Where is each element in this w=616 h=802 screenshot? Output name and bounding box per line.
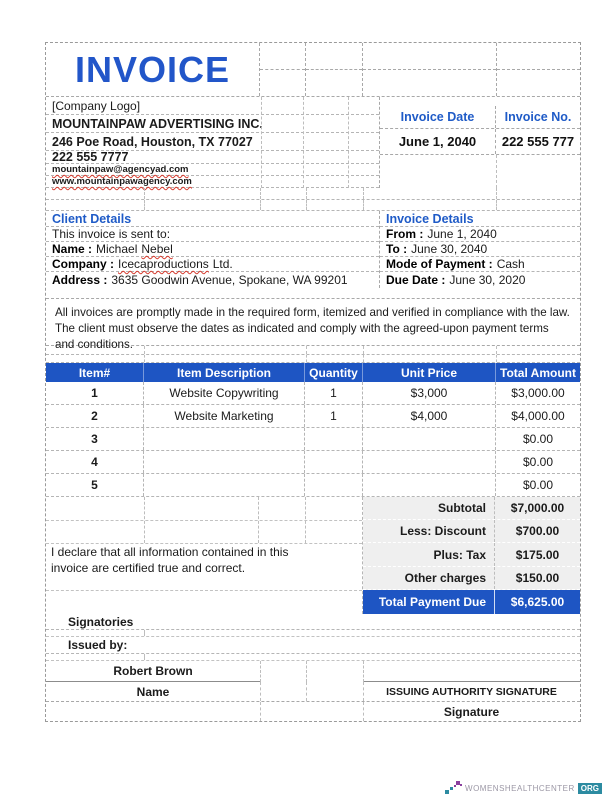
company-phone: 222 555 7777 (46, 151, 379, 164)
grid-spacer (380, 155, 580, 188)
grid-gap (46, 288, 580, 299)
sparkle-dots-icon (445, 781, 462, 795)
grid-spacer (306, 43, 363, 96)
other-charges-label: Other charges (363, 567, 495, 589)
invoice-no-header-cell: Invoice No. (504, 110, 572, 124)
footer-brand-chip: ORG (578, 783, 602, 794)
invoice-due-row: Due Date : June 30, 2020 (386, 273, 526, 287)
grid-spacer (497, 43, 580, 96)
issuer-name-row (46, 661, 580, 682)
cell-unit-price: $4,000 (363, 405, 496, 427)
company-info (46, 97, 380, 188)
notice-paragraph: All invoices are promptly made in the required form, itemized and verified in compliance with the law. The client must observe the dates as indicated and comply with the agreed-upon payment terms and conditions. (46, 299, 580, 346)
grid-spacer (260, 702, 363, 721)
cell-total: $0.00 (522, 455, 554, 469)
tax-value: $175.00 (515, 547, 560, 562)
cell-unit-price (363, 474, 496, 496)
company-band (46, 97, 580, 188)
items-table-header (46, 363, 580, 382)
total-payment-due-value: $6,625.00 (510, 595, 565, 609)
authority-caption: ISSUING AUTHORITY SIGNATURE (386, 685, 557, 698)
grid-gap (46, 630, 580, 637)
page-title: INVOICE (74, 48, 231, 90)
grid-line (261, 97, 262, 188)
issuer-name: Robert Brown (46, 661, 260, 682)
column-header-quantity: Quantity (305, 363, 363, 382)
company-address: 246 Poe Road, Houston, TX 77027 (46, 133, 379, 151)
company-email: mountainpaw@agencyad.com (46, 164, 379, 176)
grid-gap (46, 188, 580, 211)
subtotal-value: $7,000.00 (510, 501, 565, 515)
cell-unit-price: $3,000 (363, 382, 496, 404)
table-row (46, 474, 580, 497)
cell-qty: 1 (305, 405, 363, 427)
cell-num: 2 (46, 405, 144, 427)
grid-line (496, 155, 497, 188)
total-payment-due-row (363, 590, 580, 614)
tax-row (363, 543, 580, 567)
issued-by-label: Issued by: (46, 637, 580, 654)
invoice-date-value: June 1, 2040 (380, 129, 496, 154)
grid-line (303, 97, 304, 188)
grid-line (46, 520, 362, 521)
footer-logo (445, 781, 602, 795)
details-band (46, 211, 580, 288)
grid-line (46, 590, 362, 591)
invoice-sheet (45, 42, 581, 722)
grid-spacer (260, 661, 363, 682)
header-band (46, 43, 580, 97)
items-rows (46, 382, 580, 497)
cell-total: $4,000.00 (511, 409, 565, 423)
other-charges-row (363, 567, 580, 590)
subtotal-row (363, 497, 580, 520)
cell-description (144, 428, 305, 450)
cell-qty (305, 451, 363, 473)
cell-unit-price (363, 428, 496, 450)
invoice-payment-row: Mode of Payment : Cash (380, 257, 580, 272)
table-row (46, 451, 580, 474)
signature-caption-row (46, 702, 580, 721)
company-website: www.mountainpawagency.com (46, 176, 379, 188)
grid-gap (46, 654, 580, 661)
footer-brand-text: WOMENSHEALTHCENTER (465, 783, 575, 793)
invoice-details-heading: Invoice Details (380, 211, 580, 227)
column-header-unit-price: Unit Price (363, 363, 496, 382)
cell-qty (305, 428, 363, 450)
cell-description: Website Marketing (144, 405, 305, 427)
totals-band (46, 497, 580, 614)
client-intro: This invoice is sent to: (46, 227, 379, 242)
signature-caption: Signature (443, 704, 500, 719)
totals-right-area (363, 497, 580, 614)
grid-spacer (363, 43, 497, 96)
cell-description (144, 474, 305, 496)
totals-left-area (46, 497, 363, 614)
grid-line (348, 97, 349, 188)
invoice-to-row: To : June 30, 2040 (380, 242, 580, 257)
client-details (46, 211, 380, 288)
discount-label: Less: Discount (363, 520, 495, 542)
total-payment-due-label: Total Payment Due (363, 590, 495, 614)
discount-value: $700.00 (515, 524, 560, 538)
cell-total: $0.00 (522, 478, 554, 492)
table-row (46, 405, 580, 428)
cell-num: 1 (46, 382, 144, 404)
cell-total: $3,000.00 (511, 386, 565, 400)
invoice-details (380, 211, 580, 288)
invoice-from-row: From : June 1, 2040 (380, 227, 580, 242)
invoice-date-header-cell: Invoice Date (380, 106, 496, 128)
grid-spacer (46, 702, 260, 721)
invoice-meta (380, 97, 580, 188)
discount-row (363, 520, 580, 543)
grid-gap (46, 346, 580, 363)
company-logo-placeholder: [Company Logo] (46, 97, 379, 115)
grid-spacer (260, 682, 363, 701)
cell-num: 5 (46, 474, 144, 496)
cell-description: Website Copywriting (144, 382, 305, 404)
invoice-meta-header (380, 106, 580, 129)
column-header-item: Item# (46, 363, 144, 382)
column-header-description: Item Description (144, 363, 305, 382)
authority-signature-line (363, 661, 580, 682)
client-company-row: Company : Icecaproductions Ltd. (46, 257, 379, 272)
table-row (46, 382, 580, 405)
cell-num: 4 (46, 451, 144, 473)
cell-total: $0.00 (522, 432, 554, 446)
signature-captions-row (46, 682, 580, 702)
client-name-row: Name : Michael Nebel (46, 242, 379, 257)
cell-num: 3 (46, 428, 144, 450)
invoice-title-cell (46, 43, 260, 96)
cell-qty: 1 (305, 382, 363, 404)
company-name: MOUNTAINPAW ADVERTISING INC. (46, 115, 379, 133)
invoice-meta-values (380, 129, 580, 155)
invoice-no-value: 222 555 777 (501, 134, 575, 149)
declaration-text: I declare that all information contained in this invoice are certified true and correct. (51, 545, 289, 576)
tax-label: Plus: Tax (363, 543, 495, 566)
grid-spacer (380, 97, 580, 106)
name-caption: Name (136, 684, 170, 699)
client-address-row: Address : 3635 Goodwin Avenue, Spokane, WA 99201 (52, 273, 348, 287)
cell-description (144, 451, 305, 473)
cell-unit-price (363, 451, 496, 473)
subtotal-label: Subtotal (363, 497, 495, 519)
column-header-total: Total Amount (500, 365, 576, 380)
grid-spacer (260, 43, 306, 96)
cell-qty (305, 474, 363, 496)
signatories-label: Signatories (46, 614, 580, 630)
client-details-heading: Client Details (46, 211, 379, 227)
other-charges-value: $150.00 (515, 571, 560, 585)
table-row (46, 428, 580, 451)
